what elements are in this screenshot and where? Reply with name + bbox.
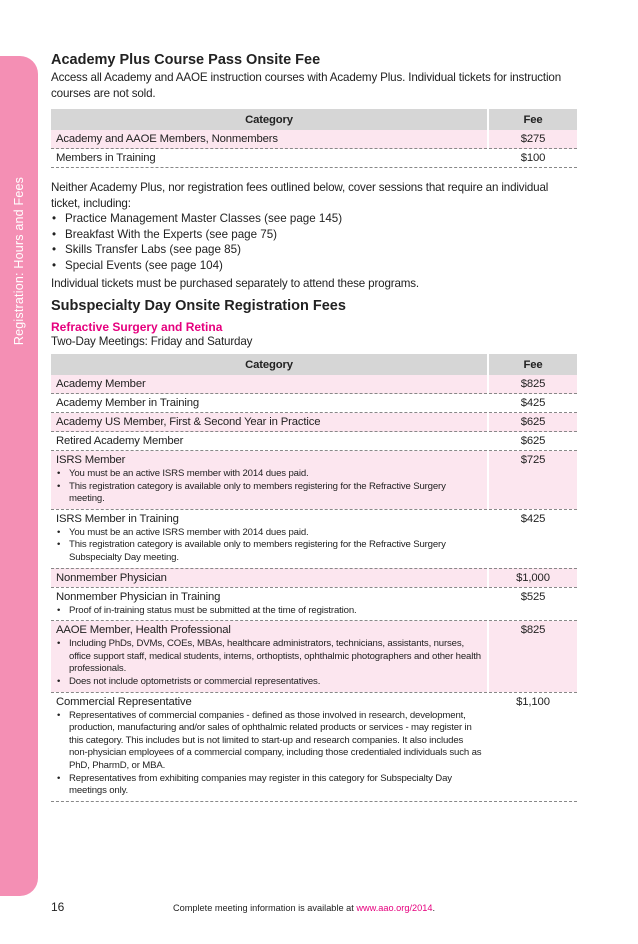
fee-cell: $625	[488, 432, 577, 451]
tickets-note	[51, 180, 577, 292]
table-row	[51, 509, 577, 568]
fee-cell: $425	[488, 509, 577, 568]
table-row	[51, 394, 577, 413]
footer-text-end: .	[432, 903, 436, 913]
fee-cell: $1,100	[488, 692, 577, 801]
category-notes	[56, 468, 482, 506]
pass-fee-table	[51, 109, 577, 168]
category-cell	[51, 432, 488, 451]
tickets-intro: Neither Academy Plus, nor registration fees outlined below, cover sessions that require an individual ticket, including:	[51, 181, 549, 210]
tickets-closing: Individual tickets must be purchased separately to attend these programs.	[51, 277, 419, 290]
category-cell	[51, 509, 488, 568]
note-item: • This registration category is available only to members registering for the Refractive Surgery meeting.	[69, 481, 482, 506]
fee-cell: $275	[488, 130, 577, 149]
pass-header-fee: Fee	[488, 109, 577, 130]
category-label: Academy Member	[56, 378, 146, 390]
subspecialty-title: Subspecialty Day Onsite Registration Fees	[51, 297, 346, 314]
category-cell: Academy and AAOE Members, Nonmembers	[51, 130, 488, 149]
pass-header-category: Category	[51, 109, 488, 130]
category-label: AAOE Member, Health Professional	[56, 624, 231, 637]
category-label: Retired Academy Member	[56, 435, 184, 447]
subspecialty-subtitle: Refractive Surgery and Retina	[51, 319, 223, 334]
category-cell	[51, 451, 488, 510]
subspecialty-fee-table	[51, 354, 577, 802]
category-notes	[56, 710, 482, 798]
note-item: • Proof of in-training status must be submitted at the time of registration.	[69, 605, 482, 618]
note-item: • You must be an active ISRS member with 2014 dues paid.	[69, 527, 482, 540]
table-row	[51, 432, 577, 451]
table-row	[51, 413, 577, 432]
fee-cell: $425	[488, 394, 577, 413]
table-row	[51, 621, 577, 692]
page-content	[51, 52, 577, 802]
category-label: Commercial Representative	[56, 695, 192, 708]
category-label: Academy Member in Training	[56, 397, 200, 409]
category-cell	[51, 621, 488, 692]
category-notes	[56, 605, 482, 618]
pass-description: Access all Academy and AAOE instruction courses with Academy Plus. Individual tickets for instruction courses are not sold.	[51, 71, 562, 100]
fee-cell: $525	[488, 587, 577, 621]
category-cell	[51, 394, 488, 413]
category-cell: Members in Training	[51, 149, 488, 168]
fee-cell: $100	[488, 149, 577, 168]
note-item: • Including PhDs, DVMs, COEs, MBAs, healthcare administrators, technicians, assistants, nurses, office support staff, medical students, interns, orthoptists, ophthalmic photographers and other health professionals.	[69, 638, 482, 676]
category-cell	[51, 568, 488, 587]
subspecialty-header-fee: Fee	[488, 354, 577, 375]
fee-cell: $625	[488, 413, 577, 432]
pass-table-body	[51, 130, 577, 168]
note-item: • This registration category is available only to members registering for the Refractive Surgery Subspecialty Day meeting.	[69, 539, 482, 564]
subspecialty-meeting: Two-Day Meetings: Friday and Saturday	[51, 334, 253, 348]
list-item: • Skills Transfer Labs (see page 85)	[65, 242, 577, 258]
pass-title: Academy Plus Course Pass Onsite Fee	[51, 52, 321, 68]
subspecialty-table-body	[51, 375, 577, 801]
list-item: • Special Events (see page 104)	[65, 258, 577, 274]
category-cell	[51, 692, 488, 801]
list-item: • Breakfast With the Experts (see page 75)	[65, 227, 577, 243]
table-row	[51, 130, 577, 149]
category-cell	[51, 375, 488, 394]
table-row	[51, 568, 577, 587]
table-row	[51, 451, 577, 510]
table-row	[51, 692, 577, 801]
fee-cell: $825	[488, 621, 577, 692]
category-label: ISRS Member	[56, 454, 126, 466]
footer-link[interactable]: www.aao.org/2014	[356, 903, 433, 913]
table-row	[51, 149, 577, 168]
side-tab	[0, 56, 38, 896]
note-item: • Representatives of commercial companies - defined as those involved in research, development, production, manufacturing and/or sales of ophthalmic related products or services - may register in this category. This includes but is not limited to start-up and research companies. It also includes non-physician employees of a commercial company, including those credentialed individuals such as PhD, PharmD, or MBA.	[69, 710, 482, 773]
category-cell	[51, 413, 488, 432]
category-cell	[51, 587, 488, 621]
category-label: ISRS Member in Training	[56, 512, 179, 525]
ticket-list	[51, 211, 577, 273]
side-tab-label: Registration: Hours and Fees	[12, 176, 26, 346]
table-row	[51, 587, 577, 621]
fee-cell: $825	[488, 375, 577, 394]
page-number: 16	[51, 900, 65, 914]
category-label: Academy US Member, First & Second Year in Practice	[56, 416, 321, 428]
fee-cell: $1,000	[488, 568, 577, 587]
footer-text-lead: Complete meeting information is available at	[173, 903, 357, 913]
fee-cell: $725	[488, 451, 577, 510]
table-row	[51, 375, 577, 394]
category-notes	[56, 527, 482, 565]
subspecialty-header-category: Category	[51, 354, 488, 375]
category-label: Nonmember Physician in Training	[56, 590, 221, 603]
footer-text	[173, 903, 435, 913]
note-item: • You must be an active ISRS member with 2014 dues paid.	[69, 468, 482, 481]
category-label: Nonmember Physician	[56, 571, 167, 584]
note-item: • Does not include optometrists or commercial representatives.	[69, 676, 482, 689]
list-item: • Practice Management Master Classes (see page 145)	[65, 211, 577, 227]
note-item: • Representatives from exhibiting companies may register in this category for Subspecialty Day meetings only.	[69, 773, 482, 798]
category-notes	[56, 638, 482, 688]
